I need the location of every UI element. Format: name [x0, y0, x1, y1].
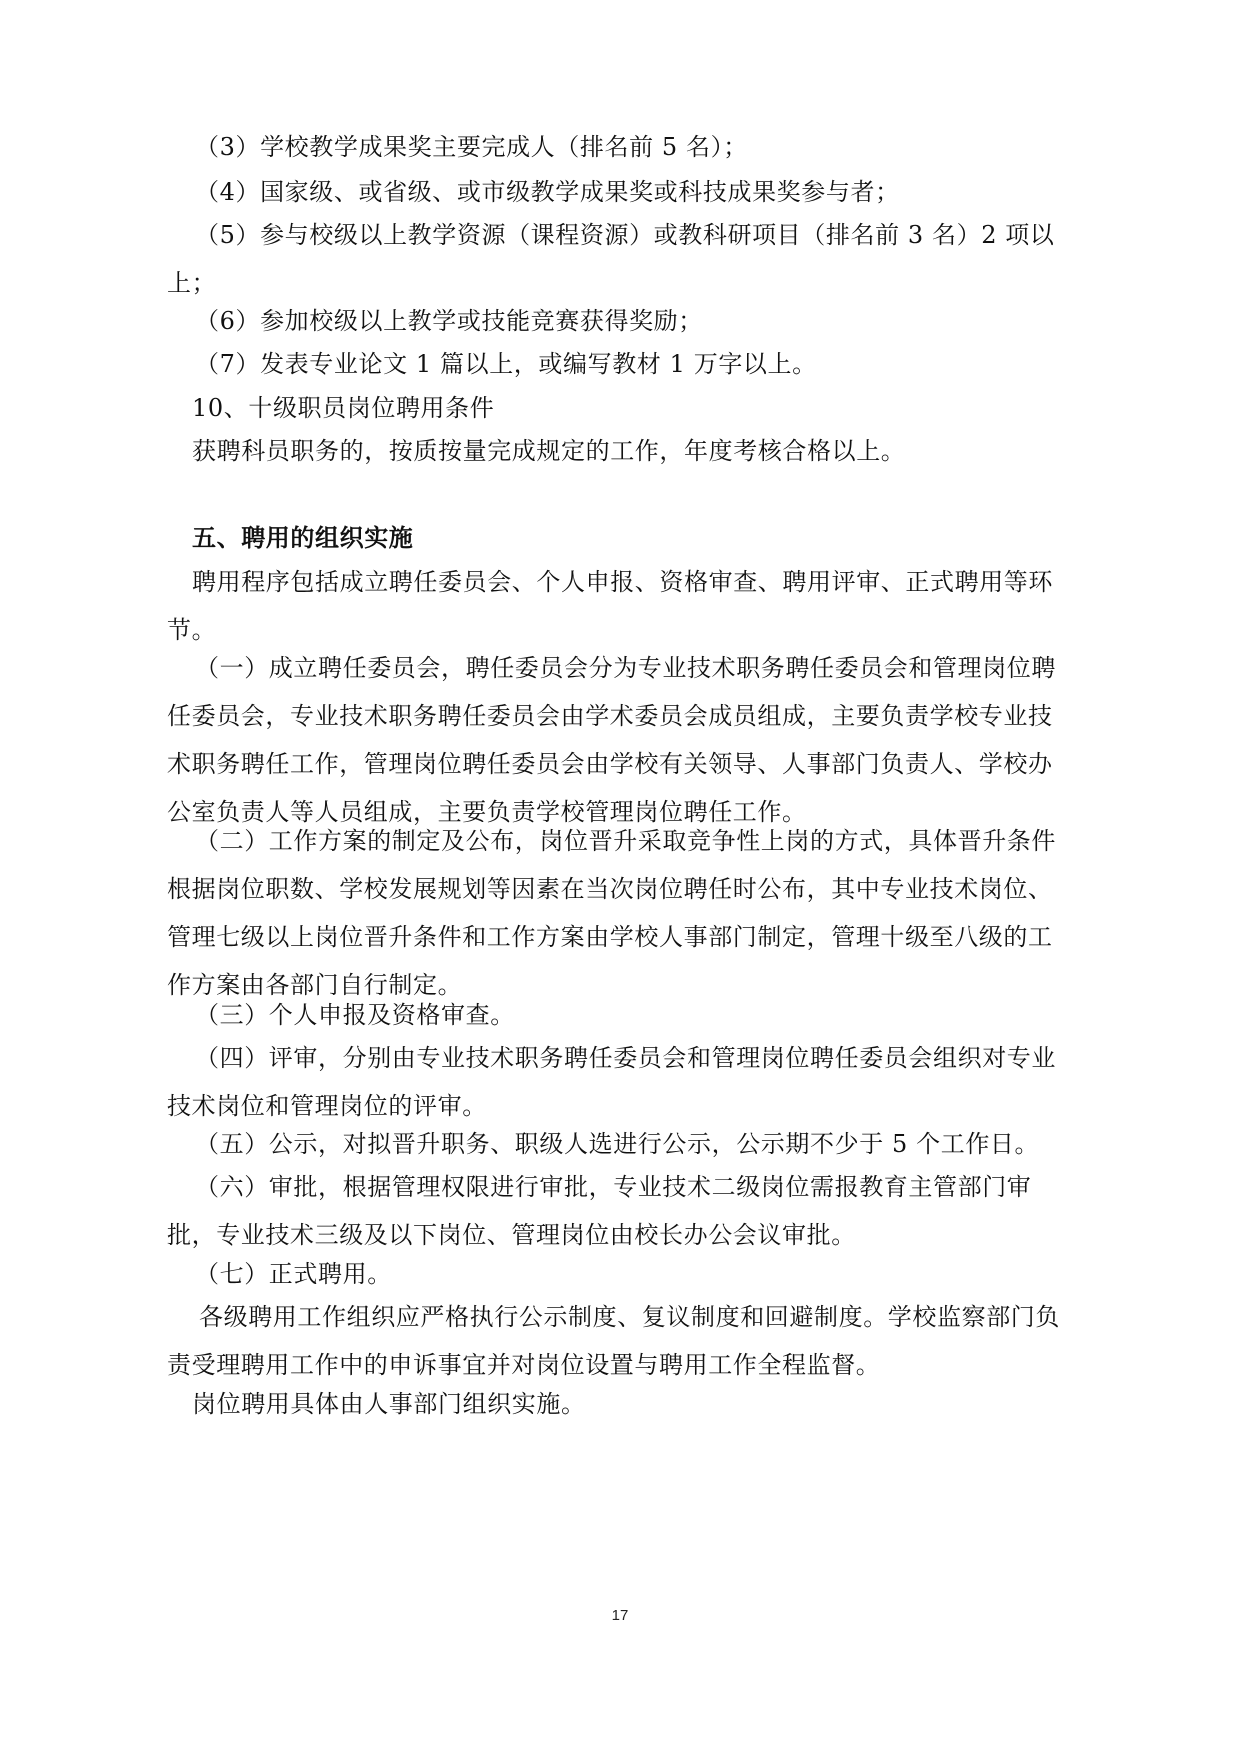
list-item-3: （3）学校教学成果奖主要完成人（排名前 5 名）；: [195, 133, 748, 161]
closing-paragraph-2: 岗位聘用具体由人事部门组织实施。: [192, 1390, 586, 1418]
step-2: （二）工作方案的制定及公布，岗位晋升采取竞争性上岗的方式，具体晋升条件根据岗位职数、学校发展规划等因素在当次岗位聘任时公布，其中专业技术岗位、管理七级以上岗位晋升条件和工作方案由学校人事部门制定，管理十级至八级的工作方案由各部门自行制定。: [167, 827, 1056, 999]
list-item-5: （5）参与校级以上教学资源（课程资源）或教科研项目（排名前 3 名）2 项以上；: [167, 221, 1055, 297]
intro-paragraph: 聘用程序包括成立聘任委员会、个人申报、资格审查、聘用评审、正式聘用等环节。: [167, 568, 1053, 644]
step-7: （七）正式聘用。: [195, 1260, 392, 1288]
closing-paragraph-1: 各级聘用工作组织应严格执行公示制度、复议制度和回避制度。学校监察部门负责受理聘用工作中的申诉事宜并对岗位设置与聘用工作全程监督。: [167, 1303, 1060, 1379]
page-number: 17: [611, 1607, 629, 1624]
step-5: （五）公示，对拟晋升职务、职级人选进行公示，公示期不少于 5 个工作日。: [195, 1130, 1040, 1158]
step-1: （一）成立聘任委员会，聘任委员会分为专业技术职务聘任委员会和管理岗位聘任委员会，专业技术职务聘任委员会由学术委员会成员组成，主要负责学校专业技术职务聘任工作，管理岗位聘任委员会由学校有关领导、人事部门负责人、学校办公室负责人等人员组成，主要负责学校管理岗位聘任工作。: [167, 654, 1056, 826]
step-3: （三）个人申报及资格审查。: [195, 1001, 515, 1029]
list-item-4: （4）国家级、或省级、或市级教学成果奖或科技成果奖参与者；: [195, 178, 900, 206]
step-6: （六）审批，根据管理权限进行审批，专业技术二级岗位需报教育主管部门审批，专业技术三级及以下岗位、管理岗位由校长办公会议审批。: [167, 1173, 1032, 1249]
section-heading: 五、聘用的组织实施: [192, 523, 414, 552]
step-4: （四）评审，分别由专业技术职务聘任委员会和管理岗位聘任委员会组织对专业技术岗位和管理岗位的评审。: [167, 1044, 1056, 1120]
list-item-7: （7）发表专业论文 1 篇以上，或编写教材 1 万字以上。: [195, 350, 817, 378]
list-item-6: （6）参加校级以上教学或技能竞赛获得奖励；: [195, 307, 703, 335]
subsection-title: 10、十级职员岗位聘用条件: [192, 394, 495, 422]
subsection-text: 获聘科员职务的，按质按量完成规定的工作，年度考核合格以上。: [192, 437, 906, 465]
